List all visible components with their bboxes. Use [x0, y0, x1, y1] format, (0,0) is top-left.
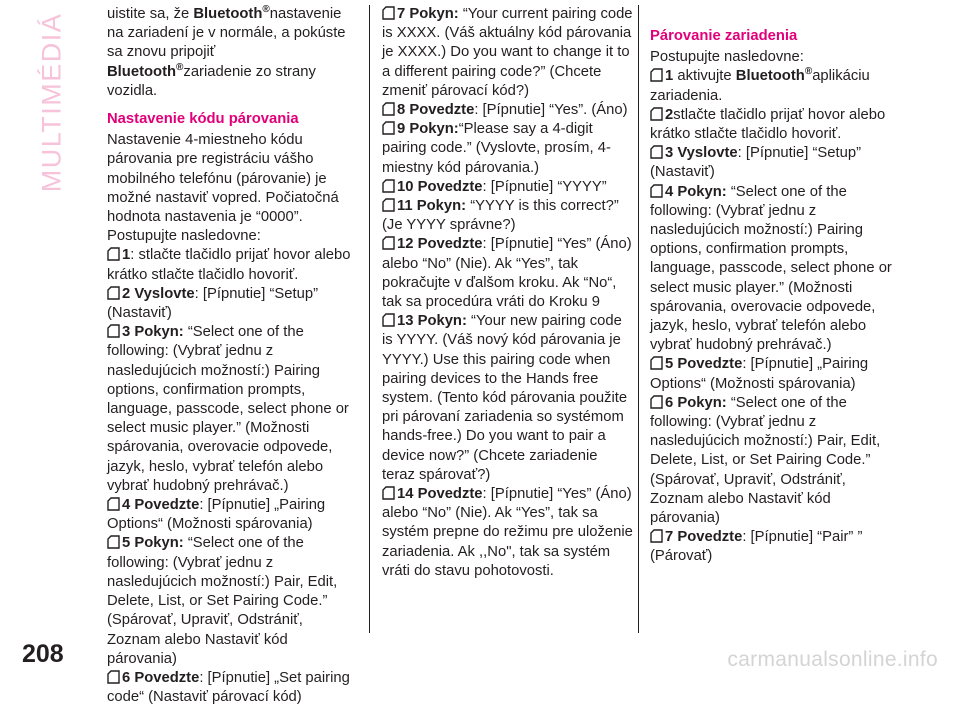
step-marker-icon: [382, 313, 395, 327]
step-label: 4 Povedzte: [122, 497, 200, 514]
step-label: 11 Pokyn:: [397, 198, 467, 215]
step-label: 10 Povedzte: [397, 178, 483, 195]
section-heading-pairing-code: Nastavenie kódu párovania: [107, 111, 299, 128]
page-number: 208: [22, 640, 64, 668]
step-marker-icon: [107, 324, 120, 338]
step-marker-icon: [382, 198, 395, 212]
step-label: 6 Pokyn:: [665, 394, 727, 411]
step-marker-icon: [650, 107, 663, 121]
intro-text-b: nastavenie na zariadení je v normále, a pokúste sa znovu pripojiť: [107, 6, 346, 61]
intro-text-c: zariadenie zo strany vozidla.: [107, 63, 316, 99]
step-text: “Select one of the following: (Vybrať jednu z nasledujúcich možností:) Pair, Edit, Delete, List, or Set Pairing Code.” (Spárovať, Upraviť, Odstrániť, Zoznam alebo Nastaviť kód párovania): [650, 394, 881, 527]
step-label: 12 Povedzte: [397, 236, 483, 253]
step-label: 2: [665, 106, 674, 123]
step-text: : [Pípnutie] “Yes” (Áno) alebo “No” (Nie). Ak “Yes”, tak pokračujte v ďalšom kroku. Ak “No“, tak sa procedúra vráti do Kroku 9: [382, 236, 632, 311]
step-item: [382, 197, 634, 235]
step-marker-icon: [382, 179, 395, 193]
step-marker-icon: [107, 497, 120, 511]
watermark-text: carmanualsonline.info: [727, 648, 938, 671]
step-item: [107, 323, 357, 496]
step-label: 1: [122, 247, 131, 264]
step-text: : [Pípnutie] “Setup” (Nastaviť): [650, 145, 862, 181]
step-text: : [Pípnutie] “Setup” (Nastaviť): [107, 285, 319, 322]
step-item: [650, 67, 900, 105]
step-label: 8 Povedzte: [397, 102, 475, 119]
step-item: [382, 235, 634, 312]
bluetooth-term: Bluetooth: [735, 68, 805, 85]
intro-paragraph: [107, 5, 357, 101]
step-marker-icon: [650, 529, 663, 543]
step-label: 5 Pokyn:: [122, 535, 184, 552]
step-text: : [Pípnutie] „Set pairing code“ (Nastaviť párovací kód): [107, 669, 350, 706]
step-item: [650, 106, 900, 144]
step-text: aktivujte: [677, 68, 736, 85]
step-item: [107, 246, 357, 284]
column-divider-2: [638, 5, 639, 633]
step-marker-icon: [382, 486, 395, 500]
step-text: “Your current pairing code is XXXX. (Váš aktuálny kód párovania je XXXX.) Do you want to change it to a different pairing code?” (Chcete zmeniť párovací kód?): [382, 6, 633, 99]
column-divider-1: [369, 5, 370, 633]
step-marker-icon: [650, 184, 663, 198]
step-item: [382, 312, 634, 485]
step-label: 5 Povedzte: [665, 356, 743, 373]
bluetooth-term: Bluetooth: [193, 6, 263, 22]
step-label: 9 Pokyn:: [397, 121, 459, 138]
step-label: 13 Pokyn:: [397, 313, 467, 330]
step-text: aplikáciu zariadenia.: [650, 68, 870, 104]
step-item: [650, 183, 900, 356]
text-column-1: [107, 5, 357, 707]
step-label: 1: [665, 68, 674, 85]
step-marker-icon: [107, 286, 120, 300]
step-item: [650, 355, 900, 393]
step-marker-icon: [107, 535, 120, 549]
step-text: “YYYY is this correct?” (Je YYYY správne?): [382, 198, 619, 234]
bluetooth-term: Bluetooth: [107, 63, 177, 80]
step-text: : [Pípnutie] „Pairing Options“ (Možnosti spárovania): [650, 356, 869, 392]
step-text: “Select one of the following: (Vybrať jednu z nasledujúcich možností:) Pairing options, confirmation prompts, language, passcode, select phone or select music player.” (Možnosti spárovania, overovacie odpovede, jazyk, heslo, vybrať telefón alebo vybrať hudobný prehrávač.): [650, 183, 892, 354]
step-marker-icon: [650, 145, 663, 159]
step-marker-icon: [650, 395, 663, 409]
step-text: : [Pípnutie] “Yes”. (Áno): [474, 102, 628, 119]
step-marker-icon: [107, 670, 120, 684]
step-item: [107, 285, 357, 323]
step-marker-icon: [107, 247, 120, 261]
step-text: “Your new pairing code is YYYY. (Váš nový kód párovania je YYYY.) Use this pairing code when pairing devices to the Hands free system. (Tento kód párovania použite pri párovaní zariadenia so systémom hands-free.) Do you want to pair a device now?” (Chcete zariadenie teraz spárovať?): [382, 313, 628, 483]
intro-text-a: uistite sa, že: [107, 6, 194, 22]
step-label: 4 Pokyn:: [665, 183, 727, 200]
step-item: [382, 101, 634, 120]
step-label: 14 Povedzte: [397, 486, 483, 503]
section-side-tab-label: MULTIMÉDIÁ: [36, 12, 67, 192]
step-item: [650, 144, 900, 182]
step-label: 2 Vyslovte: [122, 285, 195, 302]
step-text: : stlačte tlačidlo prijať hovor alebo krátko stlačte tlačidlo hovoriť.: [107, 247, 351, 283]
text-column-3: [650, 5, 900, 567]
step-label: 3 Pokyn:: [122, 324, 184, 341]
step-label: 7 Povedzte: [665, 529, 743, 546]
step-text: “Select one of the following: (Vybrať jednu z nasledujúcich možností:) Pair, Edit, Delete, List, or Set Pairing Code.” (Spárovať, Upraviť, Odstrániť, Zoznam alebo Nastaviť kód párovania): [107, 535, 338, 667]
step-text: : [Pípnutie] “Pair” ” (Párovať): [650, 529, 863, 565]
step-item: [382, 178, 634, 197]
section-side-tab: [22, 12, 82, 192]
text-column-2: [382, 5, 634, 581]
registered-mark: ®: [176, 61, 184, 73]
step-item: [382, 485, 634, 581]
section-heading-device-pairing: Párovanie zariadenia: [650, 28, 798, 44]
step-label: 3 Vyslovte: [665, 145, 738, 162]
step-marker-icon: [382, 6, 395, 20]
registered-mark: ®: [804, 66, 813, 78]
step-item: [650, 394, 900, 528]
step-text: stlačte tlačidlo prijať hovor alebo krátko stlačte tlačidlo hovoriť.: [650, 106, 886, 143]
step-marker-icon: [650, 68, 663, 82]
step-marker-icon: [382, 121, 395, 135]
step-text: “Please say a 4-digit pairing code.” (Vyslovte, prosím, 4-miestny kód párovania.): [382, 121, 611, 176]
step-marker-icon: [650, 356, 663, 370]
step-text: : [Pípnutie] „Pairing Options“ (Možnosti spárovania): [107, 497, 326, 533]
step-item: [382, 120, 634, 178]
step-item: [107, 496, 357, 534]
step-marker-icon: [382, 236, 395, 250]
step-item: [107, 534, 357, 668]
step-marker-icon: [382, 102, 395, 116]
step-item: [382, 5, 634, 101]
step-text: : [Pípnutie] “YYYY”: [482, 178, 607, 195]
paragraph: Nastavenie 4-miestneho kódu párovania pre registráciu vášho mobilného telefónu (párovanie) je možné nastaviť vopred. Počiatočná hodnota nastavenia je “0000”.: [107, 132, 339, 226]
registered-mark: ®: [262, 4, 270, 16]
step-item: [650, 528, 900, 566]
step-text: : [Pípnutie] “Yes” (Áno) alebo “No” (Nie). Ak “Yes”, tak sa systém prepne do režimu pre uloženie zariadenia. Ak ,,No", tak sa systém vráti do stavu pohotovosti.: [382, 486, 633, 579]
step-label: 7 Pokyn:: [397, 6, 459, 22]
paragraph: Postupujte nasledovne:: [650, 49, 804, 66]
step-item: [107, 669, 357, 707]
paragraph: Postupujte nasledovne:: [107, 228, 261, 245]
step-label: 6 Povedzte: [122, 669, 200, 686]
step-text: “Select one of the following: (Vybrať jednu z nasledujúcich možností:) Pairing options, confirmation prompts, language, passcode, select phone or select music player.” (Možnosti spárovania, overovacie odpovede, jazyk, heslo, vybrať telefón alebo vybrať hudobný prehrávač.): [107, 324, 349, 494]
